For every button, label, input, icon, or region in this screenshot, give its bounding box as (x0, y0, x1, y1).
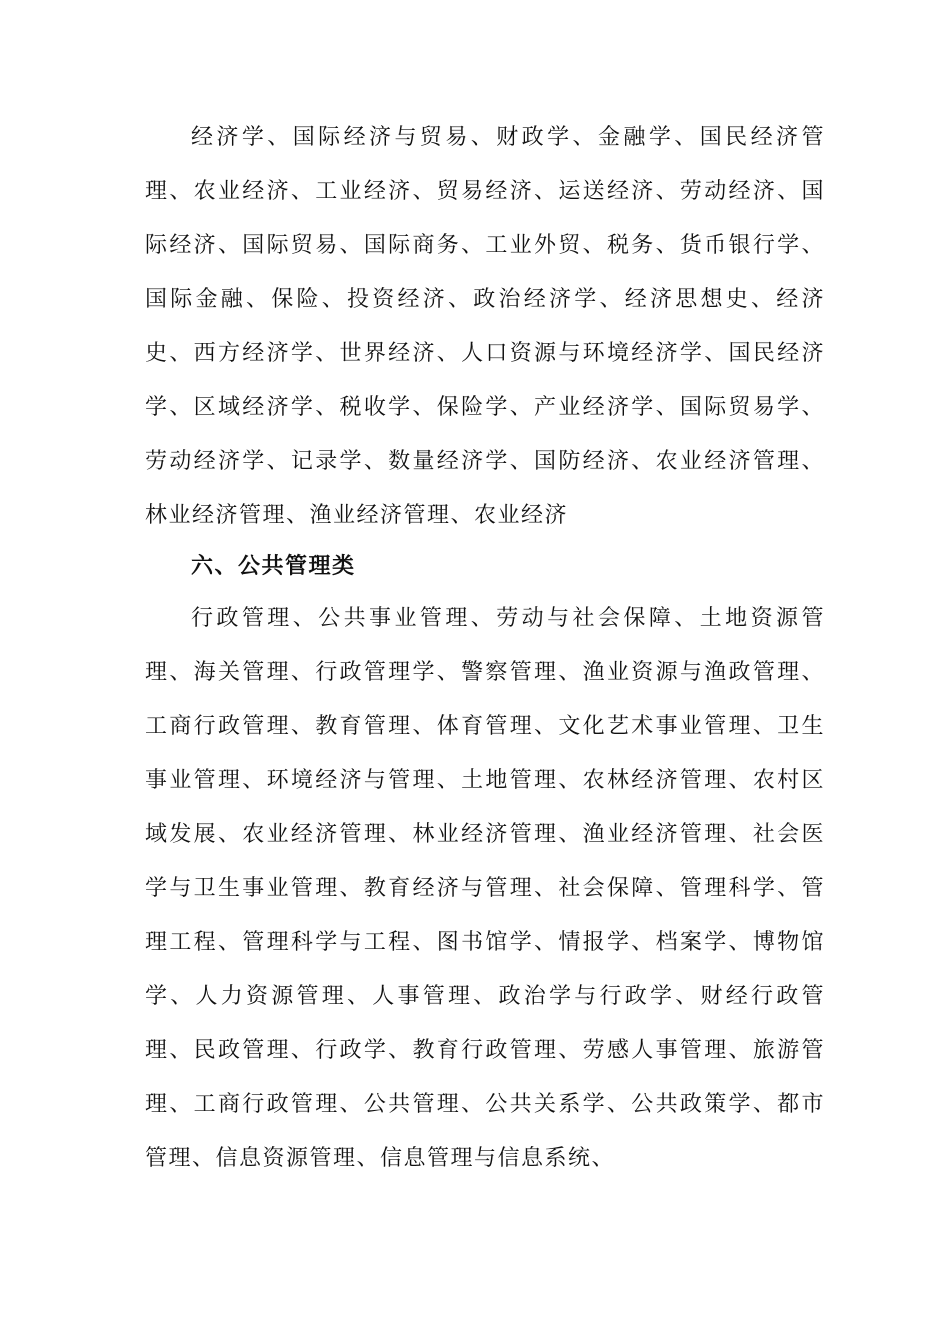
section-heading: 六、公共管理类 (191, 553, 356, 579)
public-management-major-list: 行政管理、公共事业管理、劳动与社会保障、土地资源管理、海关管理、行政管理学、警察管理、渔业资源与渔政管理、工商行政管理、教育管理、体育管理、文化艺术事业管理、卫生事业管理、环境经济与管理、土地管理、农林经济管理、农村区域发展、农业经济管理、林业经济管理、渔业经济管理、社会医学与卫生事业管理、教育经济与管理、社会保障、管理科学、管理工程、管理科学与工程、图书馆学、情报学、档案学、博物馆学、人力资源管理、人事管理、政治学与行政学、财经行政管理、民政管理、行政学、教育行政管理、劳感人事管理、旅游管理、工商行政管理、公共管理、公共关系学、公共政策学、都市管理、信息资源管理、信息管理与信息系统、 (145, 606, 825, 1171)
public-management-heading-block (145, 539, 825, 593)
public-management-section (145, 592, 825, 1186)
economics-section (145, 111, 825, 543)
economics-major-list: 经济学、国际经济与贸易、财政学、金融学、国民经济管理、农业经济、工业经济、贸易经济、运送经济、劳动经济、国际经济、国际贸易、国际商务、工业外贸、税务、货币银行学、国际金融、保险、投资经济、政治经济学、经济思想史、经济史、西方经济学、世界经济、人口资源与环境经济学、国民经济学、区域经济学、税收学、保险学、产业经济学、国际贸易学、劳动经济学、记录学、数量经济学、国防经济、农业经济管理、林业经济管理、渔业经济管理、农业经济 (145, 125, 825, 528)
